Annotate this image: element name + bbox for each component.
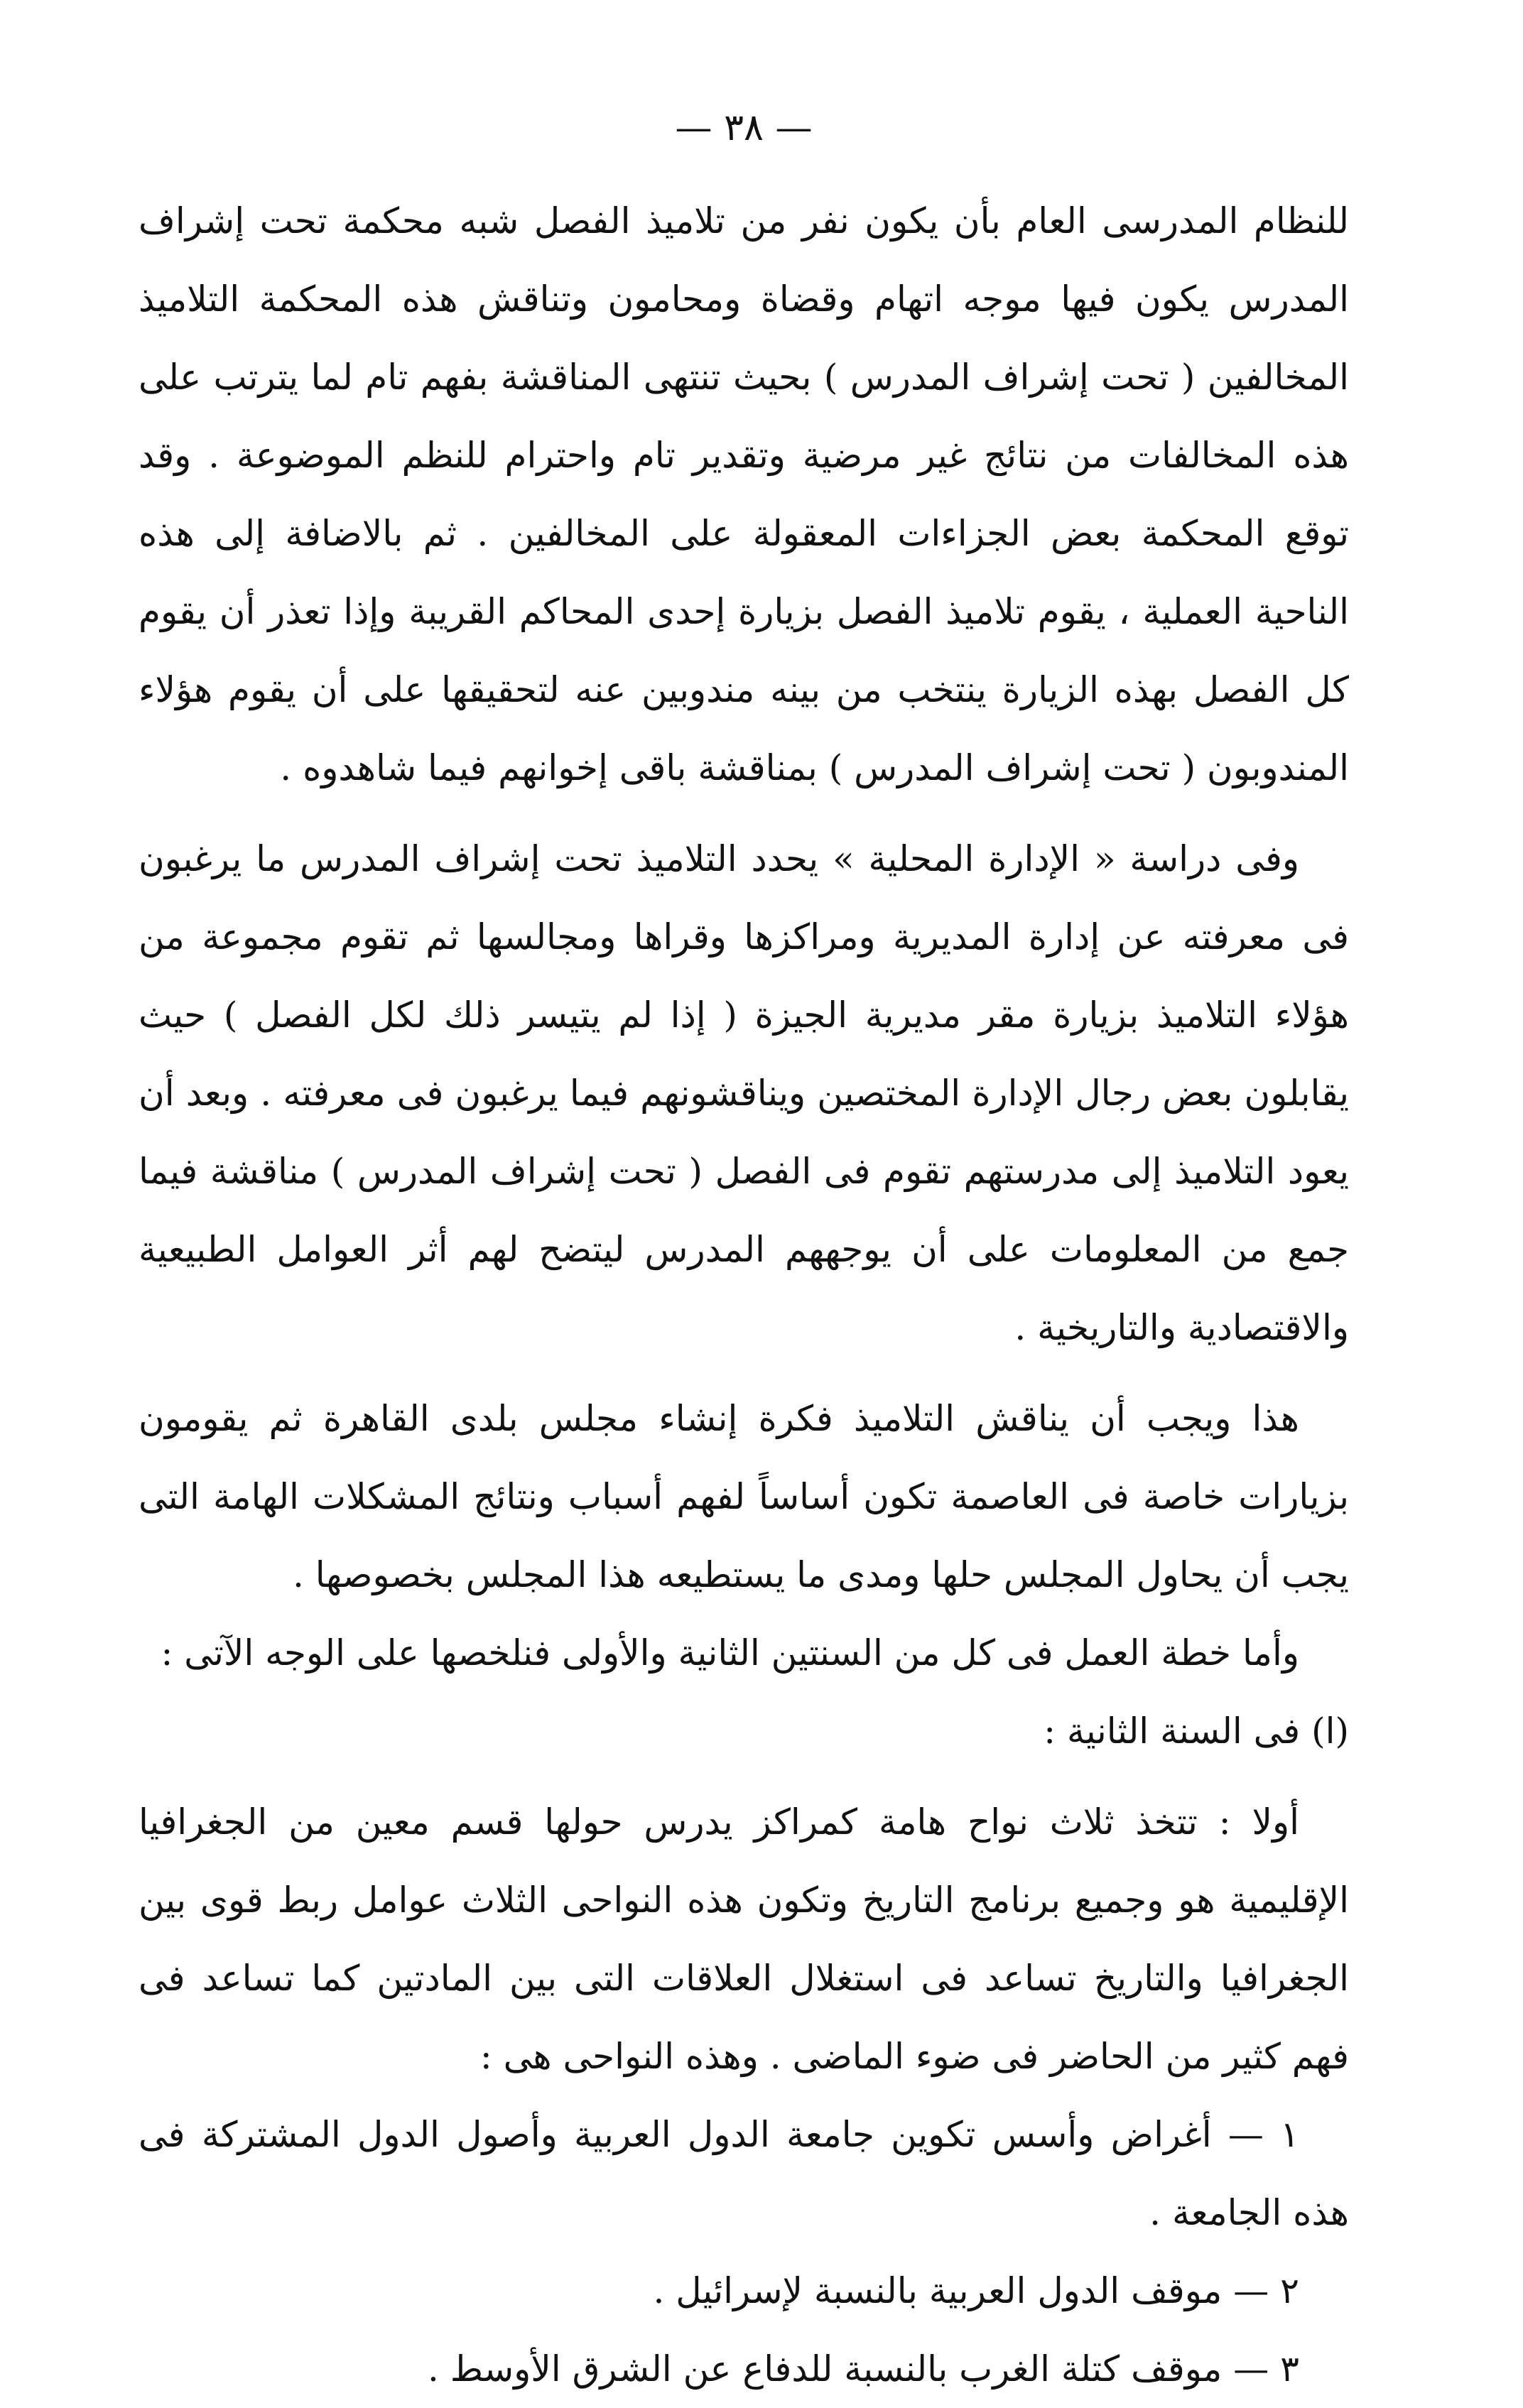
paragraph-work-plan: وأما خطة العمل فى كل من السنتين الثانية والأولى فنلخصها على الوجه الآتى : xyxy=(161,1632,1299,1674)
list-item-arab-league: ١ — أغراض وأسس تكوين جامعة الدول العربية وأصول الدول المشتركة فى هذه الجامعة . xyxy=(139,2114,1349,2233)
paragraph-court-simulation: للنظام المدرسى العام بأن يكون نفر من تلاميذ الفصل شبه محكمة تحت إشراف المدرس يكون فيها موجه اتهام وقضاة ومحامون وتناقش هذه المحكمة التلاميذ المخالفين ( تحت إشراف المدرس ) بحيث تنتهى المناقشة بفهم تام لما يترتب على هذه المخالفات من نتائج غير مرضية وتقدير تام واحترام للنظم الموضوعة . وقد توقع المحكمة بعض الجزاءات المعقولة على المخالفين . ثم بالاضافة إلى هذه الناحية العملية ، يقوم تلاميذ الفصل بزيارة إحدى المحاكم القريبة وإذا تعذر أن يقوم كل الفصل بهذه الزيارة ينتخب من بينه مندوبين عنه لتحقيقها على أن يقوم هؤلاء المندوبون ( تحت إشراف المدرس ) بمناقشة باقى إخوانهم فيما شاهدوه . xyxy=(139,200,1349,788)
list-item-israel: ٢ — موقف الدول العربية بالنسبة لإسرائيل . xyxy=(653,2270,1299,2311)
page-number: — ٣٨ — xyxy=(675,107,813,149)
paragraph-cairo-council: هذا ويجب أن يناقش التلاميذ فكرة إنشاء مجلس بلدى القاهرة ثم يقومون بزيارات خاصة فى العاصمة تكون أساساً لفهم أسباب ونتائج المشكلات الهامة التى يجب أن يحاول المجلس حلها ومدى ما يستطيعه هذا المجلس بخصوصها . xyxy=(139,1398,1349,1595)
paragraph-local-administration: وفى دراسة « الإدارة المحلية » يحدد التلاميذ تحت إشراف المدرس ما يرغبون فى معرفته عن إدارة المديرية ومراكزها وقراها ومجالسها ثم تقوم مجموعة من هؤلاء التلاميذ بزيارة مقر مديرية الجيزة ( إذا لم يتيسر ذلك لكل الفصل ) حيث يقابلون بعض رجال الإدارة المختصين ويناقشونهم فيما يرغبون فى معرفته . وبعد أن يعود التلاميذ إلى مدرستهم تقوم فى الفصل ( تحت إشراف المدرس ) مناقشة فيما جمع من المعلومات على أن يوجههم المدرس ليتضح لهم أثر العوامل الطبيعية والاقتصادية والتاريخية . xyxy=(139,838,1349,1348)
list-item-western-bloc: ٣ — موقف كتلة الغرب بالنسبة للدفاع عن الشرق الأوسط . xyxy=(427,2348,1299,2390)
section-heading-second-year: (ا) فى السنة الثانية : xyxy=(1044,1710,1349,1752)
first-point-paragraph: أولا : تتخذ ثلاث نواح هامة كمراكز يدرس حولها قسم معين من الجغرافيا الإقليمية هو وجميع برنامج التاريخ وتكون هذه النواحى الثلاث عوامل ربط قوى بين الجغرافيا والتاريخ تساعد فى استغلال العلاقات التى بين المادتين كما تساعد فى فهم كثير من الحاضر فى ضوء الماضى . وهذه النواحى هى : xyxy=(139,1801,1349,2077)
